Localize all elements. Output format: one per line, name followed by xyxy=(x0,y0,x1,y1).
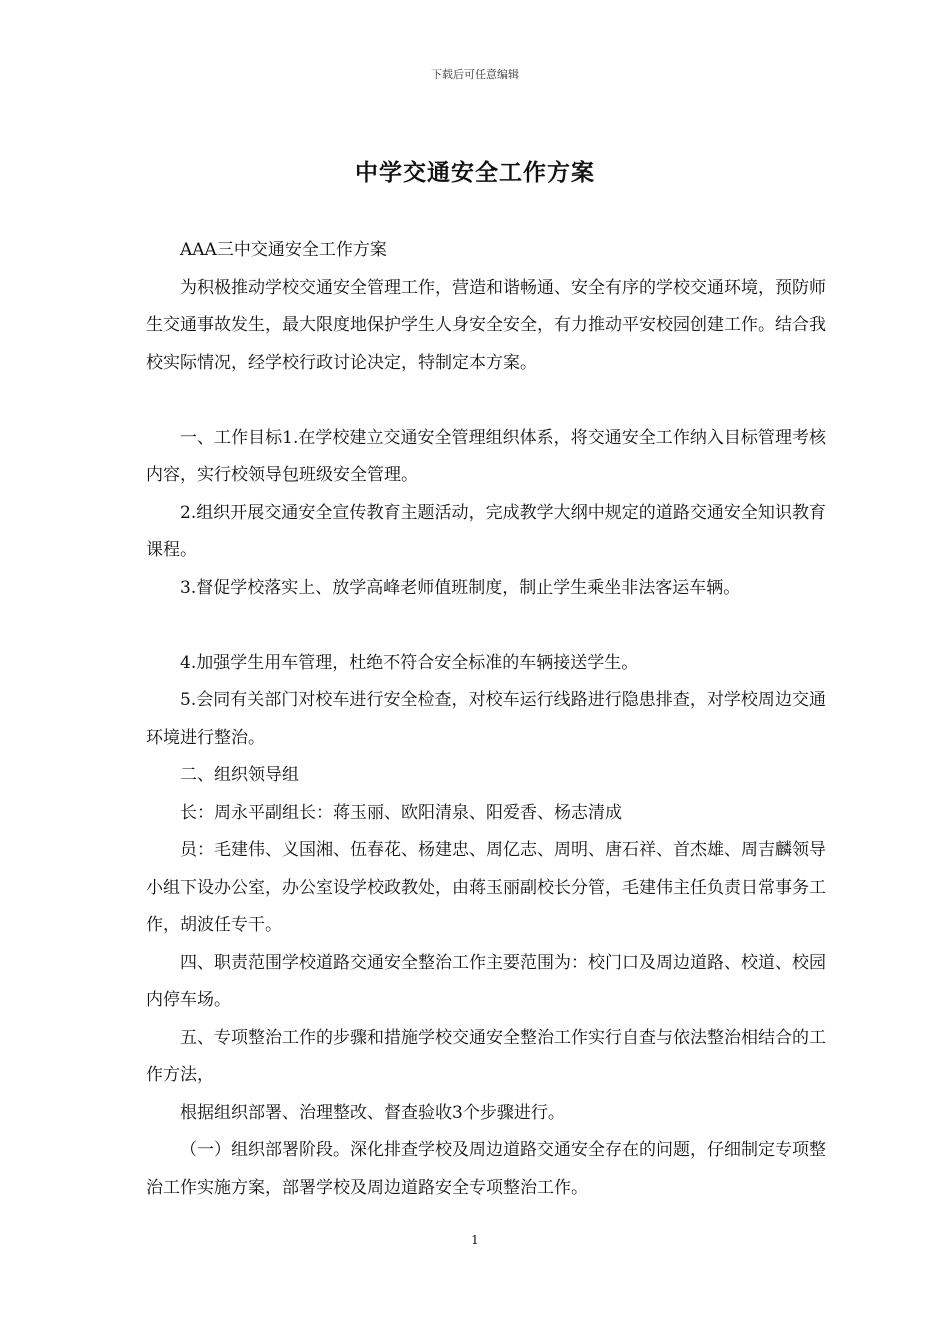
paragraph-steps: 根据组织部署、治理整改、督查验收3个步骤进行。 xyxy=(180,1102,565,1123)
paragraph-leaders: 长：周永平副组长：蒋玉丽、欧阳清泉、阳爱香、杨志清成 xyxy=(180,802,622,823)
paragraph-intro: 为积极推动学校交通安全管理工作，营造和谐畅通、安全有序的学校交通环境，预防师生交通事故发生，最大限度地保护学生人身安全安全，有力推动平安校园创建工作。结合我校实际情况，经学校行政讨论决定，特制定本方案。 xyxy=(146,277,826,373)
paragraph-stage-1: （一）组织部署阶段。深化排查学校及周边道路交通安全存在的问题，仔细制定专项整治工作实施方案，部署学校及周边道路安全专项整治工作。 xyxy=(146,1140,826,1198)
paragraph-goal-1: 一、工作目标1.在学校建立交通安全管理组织体系，将交通安全工作纳入目标管理考核内容，实行校领导包班级安全管理。 xyxy=(146,427,826,485)
paragraph-section-4: 四、职责范围学校道路交通安全整治工作主要范围为：校门口及周边道路、校道、校园内停车场。 xyxy=(146,952,826,1010)
document-body xyxy=(146,232,826,1207)
paragraph-goal-5: 5.会同有关部门对校车进行安全检查，对校车运行线路进行隐患排查，对学校周边交通环境进行整治。 xyxy=(146,690,826,748)
paragraph-subtitle: AAA三中交通安全工作方案 xyxy=(180,240,387,260)
paragraph-section-5: 五、专项整治工作的步骤和措施学校交通安全整治工作实行自查与依法整治相结合的工作方法， xyxy=(146,1027,826,1085)
paragraph-goal-4: 4.加强学生用车管理，杜绝不符合安全标准的车辆接送学生。 xyxy=(180,652,639,673)
paragraph-goal-2: 2.组织开展交通安全宣传教育主题活动，完成教学大纲中规定的道路交通安全知识教育课程。 xyxy=(146,502,826,560)
paragraph-members: 员：毛建伟、义国湘、伍春花、杨建忠、周亿志、周明、唐石祥、首杰雄、周吉麟领导小组下设办公室，办公室设学校政教处，由蒋玉丽副校长分管，毛建伟主任负责日常事务工作，胡波任专干。 xyxy=(146,840,826,935)
paragraph-section-2-heading: 二、组织领导组 xyxy=(180,765,299,785)
page-number: 1 xyxy=(471,1233,479,1247)
header-note: 下载后可任意编辑 xyxy=(431,68,519,81)
document-title: 中学交通安全工作方案 xyxy=(355,160,595,186)
paragraph-goal-3: 3.督促学校落实上、放学高峰老师值班制度，制止学生乘坐非法客运车辆。 xyxy=(180,577,741,598)
